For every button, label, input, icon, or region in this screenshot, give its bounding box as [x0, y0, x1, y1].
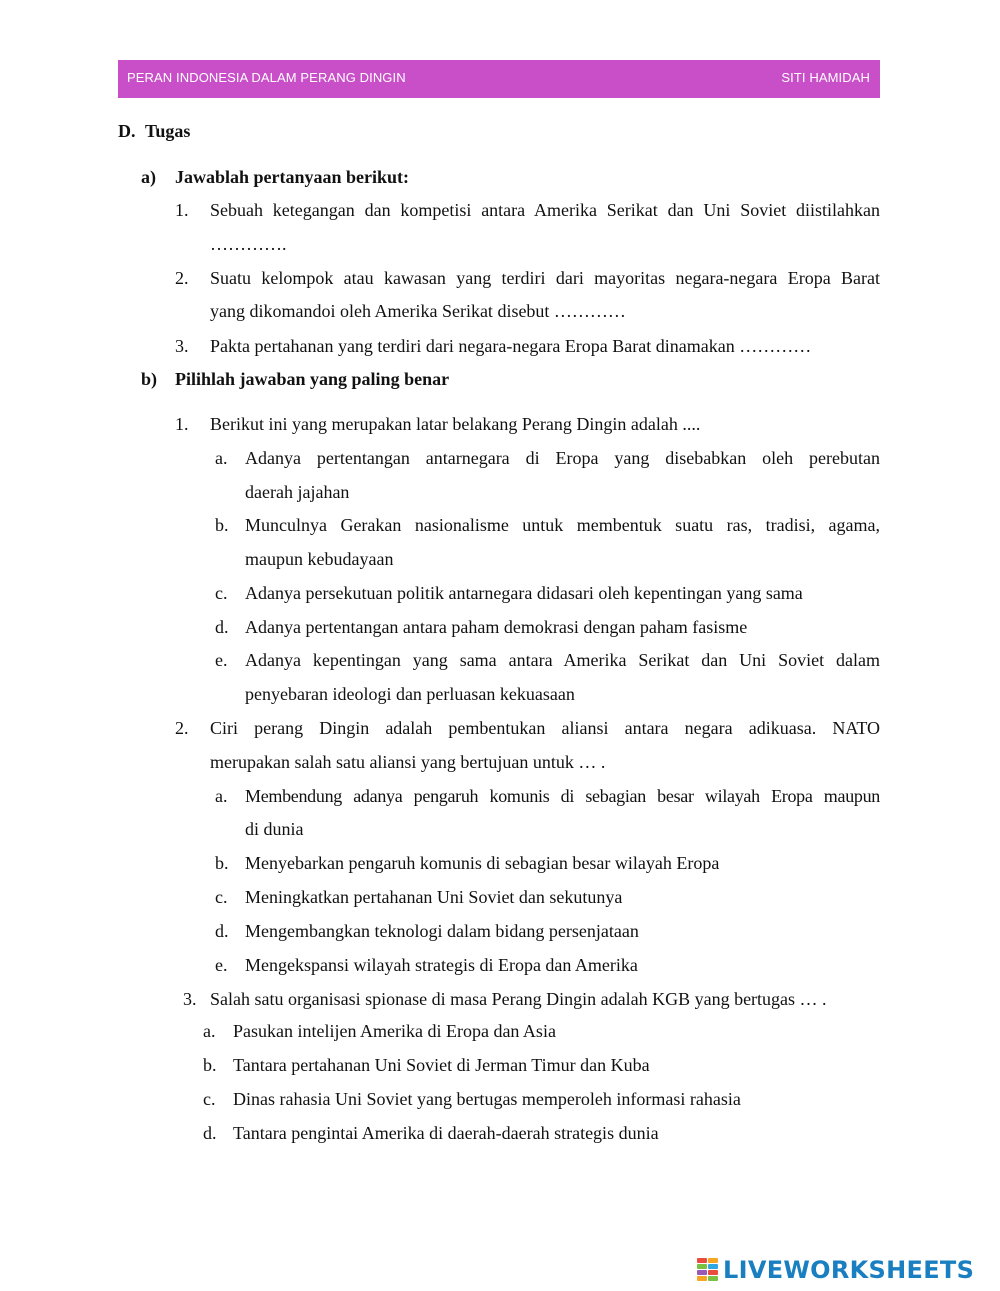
logo-text: LIVEWORKSHEETS — [723, 1256, 975, 1284]
part-b-title: Pilihlah jawaban yang paling benar — [175, 369, 450, 389]
q1-option-letter: c. — [215, 583, 228, 603]
part-b-q2-number: 2. — [175, 718, 189, 738]
q3-option-letter: a. — [203, 1021, 216, 1041]
q2-option-a-text: di dunia — [245, 819, 304, 839]
part-a-q3-line: Pakta pertahanan yang terdiri dari negara-negara Eropa Barat dinamakan ………… — [210, 336, 812, 356]
q1-option-d-text: Adanya pertentangan antara paham demokrasi dengan paham fasisme — [245, 617, 748, 637]
part-a-q2-line: Suatu kelompok atau kawasan yang terdiri dari mayoritas negara-negara Eropa Barat — [210, 268, 880, 288]
q2-option-letter: b. — [215, 853, 229, 873]
header-bar — [118, 60, 880, 98]
q2-option-e-text: Mengekspansi wilayah strategis di Eropa dan Amerika — [245, 955, 638, 975]
part-a-q2-number: 2. — [175, 268, 189, 288]
q1-option-c-text: Adanya persekutuan politik antarnegara didasari oleh kepentingan yang sama — [245, 583, 803, 603]
q3-option-b-text: Tantara pertahanan Uni Soviet di Jerman Timur dan Kuba — [233, 1055, 650, 1075]
part-a-q1-number: 1. — [175, 200, 189, 220]
q1-option-letter: d. — [215, 617, 229, 637]
section-title: Tugas — [145, 121, 191, 141]
part-a-marker: a) — [141, 167, 156, 187]
q3-option-d-text: Tantara pengintai Amerika di daerah-daerah strategis dunia — [233, 1123, 659, 1143]
part-a-q2-line: yang dikomandoi oleh Amerika Serikat disebut ………… — [210, 301, 626, 321]
q1-option-a-text: Adanya pertentangan antarnegara di Eropa yang disebabkan oleh perebutan — [245, 448, 880, 468]
q2-option-b-text: Menyebarkan pengaruh komunis di sebagian besar wilayah Eropa — [245, 853, 720, 873]
q1-option-letter: a. — [215, 448, 228, 468]
section-number: D. — [118, 121, 136, 141]
q2-option-letter: a. — [215, 786, 228, 806]
q2-option-letter: e. — [215, 955, 228, 975]
part-a-q1-blank: …………. — [210, 234, 287, 254]
q2-option-letter: c. — [215, 887, 228, 907]
part-b-marker: b) — [141, 369, 158, 389]
q2-option-letter: d. — [215, 921, 229, 941]
header-title: PERAN INDONESIA DALAM PERANG DINGIN — [127, 70, 406, 85]
q3-option-c-text: Dinas rahasia Uni Soviet yang bertugas memperoleh informasi rahasia — [233, 1089, 741, 1109]
part-b-q1-text: Berikut ini yang merupakan latar belakang Perang Dingin adalah .... — [210, 414, 701, 434]
q2-option-c-text: Meningkatkan pertahanan Uni Soviet dan sekutunya — [245, 887, 623, 907]
q1-option-letter: e. — [215, 650, 228, 670]
header-author: SITI HAMIDAH — [781, 70, 870, 85]
part-a-q3-number: 3. — [175, 336, 189, 356]
q2-option-a-text: Membendung adanya pengaruh komunis di sebagian besar wilayah Eropa maupun — [245, 786, 880, 806]
part-b-q1-number: 1. — [175, 414, 189, 434]
part-a-q1-line: Sebuah ketegangan dan kompetisi antara Amerika Serikat dan Uni Soviet diistilahkan — [210, 200, 880, 220]
part-a-title: Jawablah pertanyaan berikut: — [175, 167, 410, 187]
part-b-q2-text: Ciri perang Dingin adalah pembentukan aliansi antara negara adikuasa. NATO — [210, 718, 880, 738]
q3-option-letter: c. — [203, 1089, 216, 1109]
q3-option-letter: d. — [203, 1123, 217, 1143]
part-b-q3-number: 3. — [183, 989, 197, 1009]
q3-option-a-text: Pasukan intelijen Amerika di Eropa dan Asia — [233, 1021, 556, 1041]
q1-option-b-text: Munculnya Gerakan nasionalisme untuk membentuk suatu ras, tradisi, agama, — [245, 515, 880, 535]
q1-option-letter: b. — [215, 515, 229, 535]
part-b-q2-text: merupakan salah satu aliansi yang bertujuan untuk … . — [210, 752, 606, 772]
logo-blocks-icon — [697, 1258, 719, 1282]
q2-option-d-text: Mengembangkan teknologi dalam bidang persenjataan — [245, 921, 639, 941]
q1-option-a-text: daerah jajahan — [245, 482, 350, 502]
q1-option-b-text: maupun kebudayaan — [245, 549, 394, 569]
q3-option-letter: b. — [203, 1055, 217, 1075]
q1-option-e-text: penyebaran ideologi dan perluasan kekuasaan — [245, 684, 575, 704]
part-b-q3-text: Salah satu organisasi spionase di masa Perang Dingin adalah KGB yang bertugas … . — [210, 989, 827, 1009]
q1-option-e-text: Adanya kepentingan yang sama antara Amerika Serikat dan Uni Soviet dalam — [245, 650, 880, 670]
